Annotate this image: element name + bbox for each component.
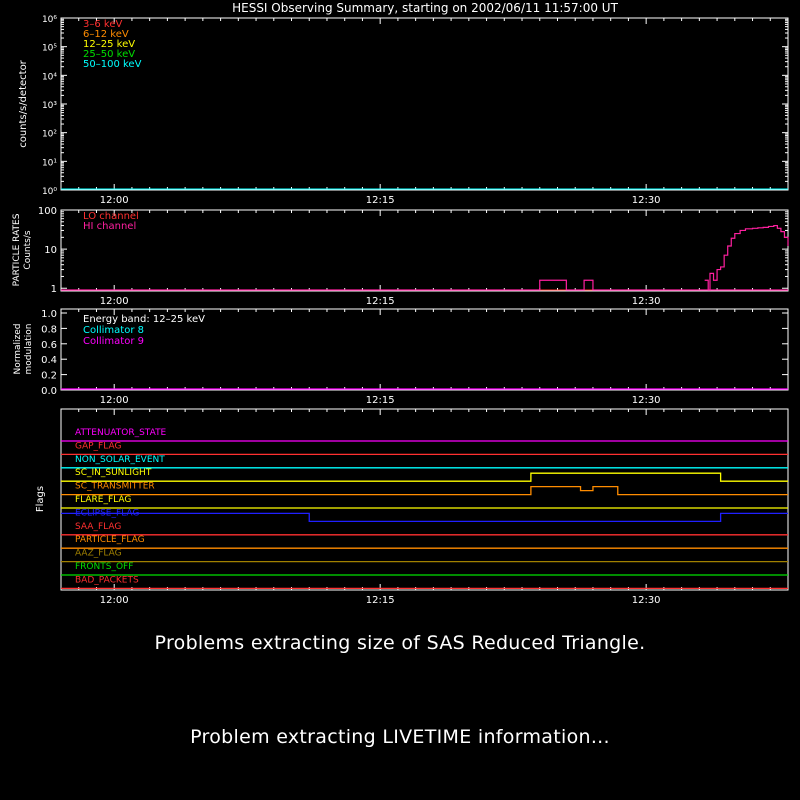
panel-3-frame xyxy=(61,409,788,590)
particle-y-tick-label: 100 xyxy=(37,206,57,217)
livetime-error-message: Problem extracting LIVETIME information... xyxy=(190,726,610,748)
flag-line xyxy=(61,473,788,481)
modulation-legend-entry: Collimator 9 xyxy=(83,336,144,347)
count-legend-entry: 6–12 keV xyxy=(83,29,129,40)
modulation-y-tick-label: 0.8 xyxy=(41,324,57,336)
panel-0-x-tick-label: 12:15 xyxy=(365,195,395,206)
count-y-tick-label: 10⁵ xyxy=(41,43,57,54)
flag-label: ECLIPSE_FLAG xyxy=(75,508,140,519)
count-y-tick-label: 10¹ xyxy=(41,158,57,169)
modulation-y-tick-label: 0.6 xyxy=(41,339,57,351)
modulation-y-tick-label: 1.0 xyxy=(41,309,57,320)
flag-label: SAA_FLAG xyxy=(75,521,122,532)
count-y-tick-label: 10⁰ xyxy=(41,187,57,197)
flag-line xyxy=(61,487,788,495)
count-y-tick-label: 10⁴ xyxy=(41,72,57,83)
sas-error-message: Problems extracting size of SAS Reduced Triangle. xyxy=(154,632,646,654)
flag-label: PARTICLE_FLAG xyxy=(75,535,145,546)
flags-y-axis-label: Flags xyxy=(35,485,46,513)
flag-label: GAP_FLAG xyxy=(75,441,122,452)
hi-channel-line xyxy=(61,280,788,290)
modulation-y-axis-label-2: modulation xyxy=(24,323,34,375)
panel-1-x-tick-label: 12:15 xyxy=(365,296,395,307)
panel-3-x-tick-label: 12:30 xyxy=(631,595,661,606)
particle-y-tick-label: 10 xyxy=(44,245,57,257)
flag-label: SC_TRANSMITTER xyxy=(75,481,155,492)
modulation-y-tick-label: 0.0 xyxy=(41,386,57,397)
chart-title: HESSI Observing Summary, starting on 2002/06/11 11:57:00 UT xyxy=(232,1,618,15)
panel-0-x-tick-label: 12:30 xyxy=(631,195,661,206)
count-legend-entry: 25–50 keV xyxy=(83,49,136,60)
particle-y-axis-label: PARTICLE RATES xyxy=(12,213,22,287)
count-y-axis-label: counts/s/detector xyxy=(18,60,29,148)
flag-label: SC_IN_SUNLIGHT xyxy=(75,468,152,479)
particle-y-tick-label: 1 xyxy=(50,284,57,296)
modulation-y-axis-label: Normalized xyxy=(13,323,23,375)
particle-y-axis-unit: Counts/s xyxy=(23,230,33,270)
flag-label: BAD_PACKETS xyxy=(75,575,139,586)
count-legend-entry: 50–100 keV xyxy=(83,59,142,70)
panel-0-frame xyxy=(61,18,788,190)
panel-0-x-tick-label: 12:00 xyxy=(99,195,129,206)
flag-label: FRONTS_OFF xyxy=(75,562,134,572)
count-y-tick-label: 10³ xyxy=(41,101,57,111)
panel-2-x-tick-label: 12:00 xyxy=(99,395,129,406)
panel-1-x-tick-label: 12:30 xyxy=(631,296,661,307)
panel-1-frame xyxy=(61,210,788,291)
modulation-y-tick-label: 0.2 xyxy=(41,370,57,382)
panel-3-x-tick-label: 12:15 xyxy=(365,595,395,606)
flag-label: NON_SOLAR_EVENT xyxy=(75,454,165,465)
panel-2-x-tick-label: 12:15 xyxy=(365,395,395,406)
flag-line xyxy=(61,513,788,521)
hi-channel-line xyxy=(705,226,788,290)
panel-2-x-tick-label: 12:30 xyxy=(631,395,661,406)
flag-label: FLARE_FLAG xyxy=(75,495,132,505)
count-legend-entry: 3–6 keV xyxy=(83,19,123,30)
count-y-tick-label: 10² xyxy=(41,129,57,140)
modulation-legend-entry: Energy band: 12–25 keV xyxy=(83,314,205,325)
flag-label: AAZ_FLAG xyxy=(75,548,122,559)
particle-legend-entry: LO channel xyxy=(83,211,139,222)
modulation-legend-entry: Collimator 8 xyxy=(83,325,144,336)
panel-3-x-tick-label: 12:00 xyxy=(99,595,129,606)
count-legend-entry: 12–25 keV xyxy=(83,39,136,50)
modulation-y-tick-label: 0.4 xyxy=(41,355,57,367)
particle-legend-entry: HI channel xyxy=(83,221,137,232)
flag-label: ATTENUATOR_STATE xyxy=(75,428,167,438)
count-y-tick-label: 10⁶ xyxy=(41,15,57,25)
panel-1-x-tick-label: 12:00 xyxy=(99,296,129,307)
